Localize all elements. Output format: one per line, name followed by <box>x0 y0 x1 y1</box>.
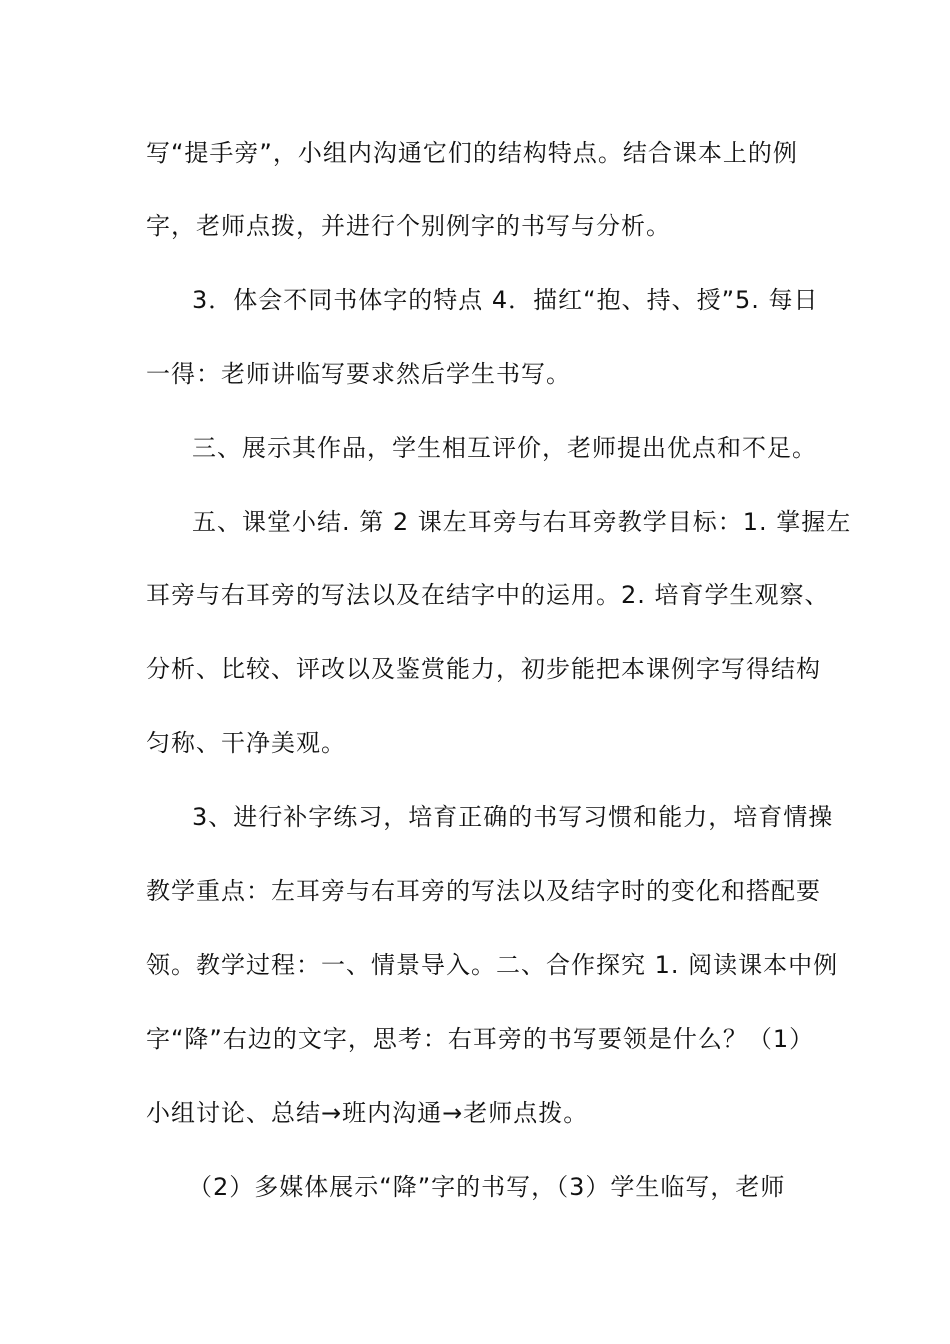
text-line-7: 耳旁与右耳旁的写法以及在结字中的运用。2. 培育学生观察、 <box>146 581 830 609</box>
text-line-9: 匀称、干净美观。 <box>146 729 346 757</box>
text-line-1: 写“提手旁”，小组内沟通它们的结构特点。结合课本上的例 <box>146 139 798 167</box>
text-line-15: （2）多媒体展示“降”字的书写，（3）学生临写，老师 <box>188 1173 786 1201</box>
text-line-5: 三、展示其作品，学生相互评价，老师提出优点和不足。 <box>192 434 817 462</box>
text-line-8: 分析、比较、评改以及鉴赏能力，初步能把本课例字写得结构 <box>146 655 821 683</box>
text-line-11: 教学重点：左耳旁与右耳旁的写法以及结字时的变化和搭配要 <box>146 877 821 905</box>
text-line-12: 领。教学过程：一、情景导入。二、合作探究 1. 阅读课本中例 <box>146 951 839 979</box>
text-line-13: 字“降”右边的文字，思考：右耳旁的书写要领是什么？（1） <box>146 1025 815 1053</box>
text-line-10: 3、进行补字练习，培育正确的书写习惯和能力，培育情操 <box>192 803 834 831</box>
text-line-14: 小组讨论、总结→班内沟通→老师点拨。 <box>146 1099 589 1127</box>
text-line-6: 五、课堂小结. 第 2 课左耳旁与右耳旁教学目标：1. 掌握左 <box>192 508 852 536</box>
text-line-2: 字，老师点拨，并进行个别例字的书写与分析。 <box>146 212 671 240</box>
text-line-4: 一得：老师讲临写要求然后学生书写。 <box>146 360 571 388</box>
text-line-3: 3．体会不同书体字的特点 4．描红“抱、持、授”5. 每日 <box>192 286 819 314</box>
